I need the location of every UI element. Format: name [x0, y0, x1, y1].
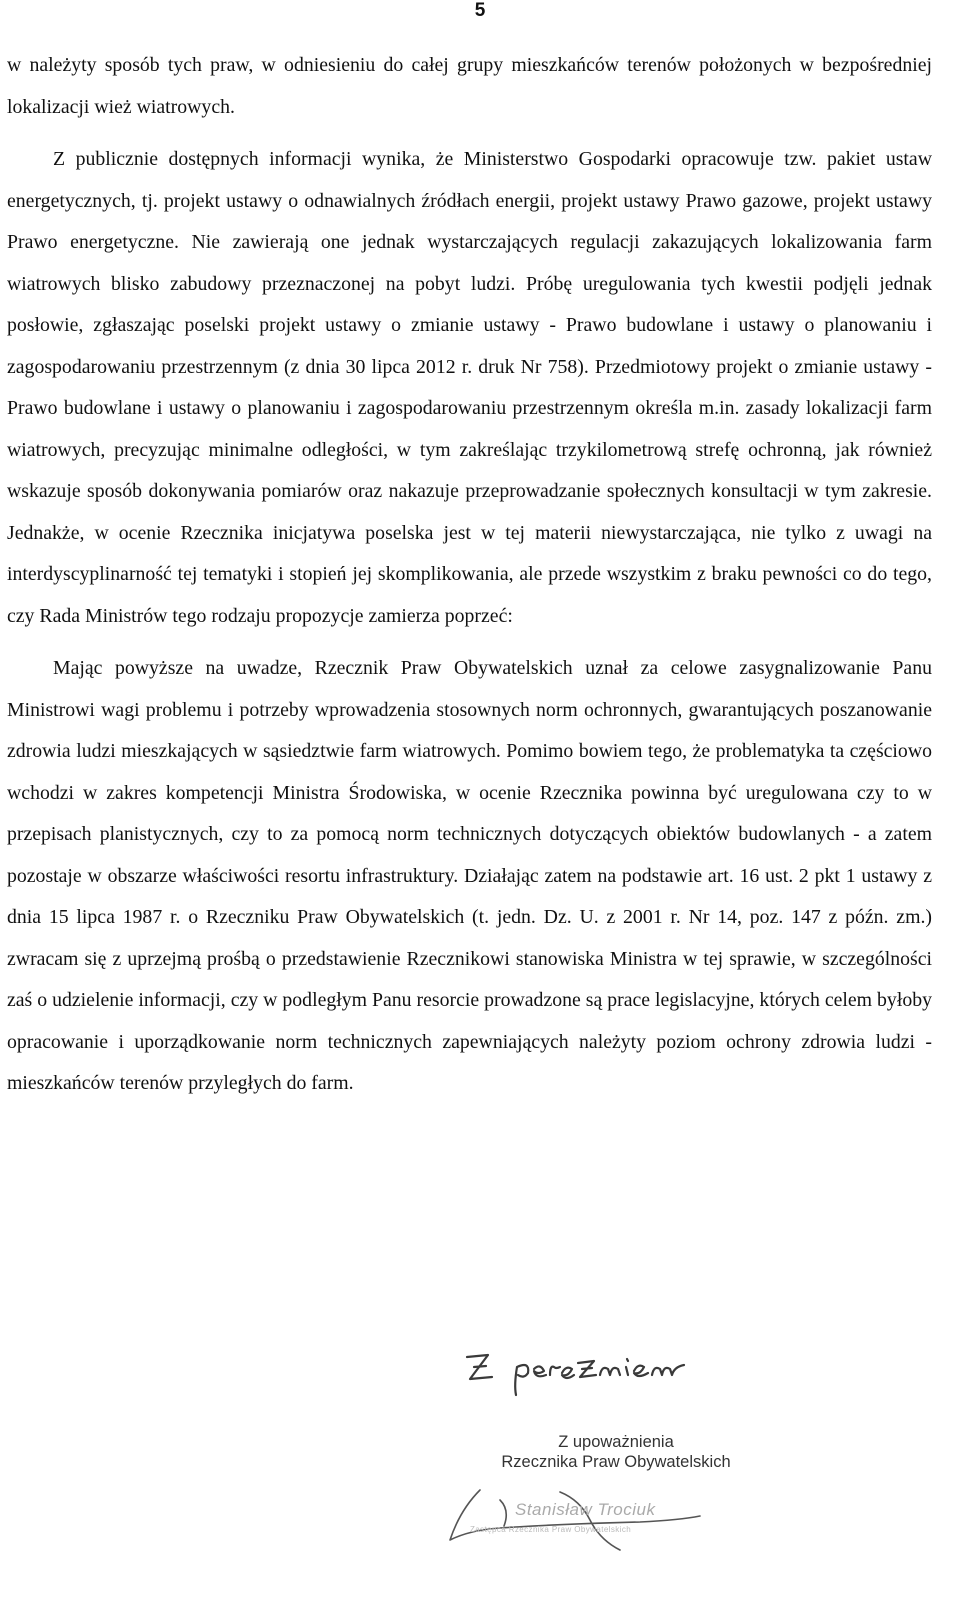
stamp-signatory-name: Stanisław Trociuk	[515, 1500, 656, 1519]
stamp-line-authorization: Z upoważnienia	[558, 1433, 674, 1451]
paragraph-continuation: w należyty sposób tych praw, w odniesieniu do całej grupy mieszkańców terenów położonych w bezpośredniej lokalizacji wież wiatrowych.	[7, 54, 932, 118]
authorization-stamp	[466, 1432, 766, 1472]
paragraph-ministry-info: Z publicznie dostępnych informacji wynika, że Ministerstwo Gospodarki opracowuje tzw. pakiet ustaw energetycznych, tj. projekt ustawy o odnawialnych źródłach energii, projekt ustawy Prawo gazowe, projekt ustawy Prawo energetyczne. Nie zawierają one jednak wystarczających regulacji zakazujących lokalizowania farm wiatrowych blisko zabudowy przeznaczonej na pobyt ludzi. Próbę uregulowania tych kwestii podjęli jednak posłowie, zgłaszając poselski projekt ustawy o zmianie ustawy - Prawo budowlane i ustawy o planowaniu i zagospodarowaniu przestrzennym (z dnia 30 lipca 2012 r. druk Nr 758). Przedmiotowy projekt o zmianie ustawy - Prawo budowlane i ustawy o planowaniu i zagospodarowaniu przestrzennym określa m.in. zasady lokalizacji farm wiatrowych, precyzując minimalne odległości, w tym zakreślając trzykilometrową strefę ochronną, jak również wskazuje sposób dokonywania pomiarów oraz nakazuje przeprowadzanie społecznych konsultacji w tym zakresie. Jednakże, w ocenie Rzecznika inicjatywa poselska jest w tej materii niewystarczająca, nie tylko z uwagi na interdyscyplinarność tej tematyki i stopień jej skomplikowania, ale przede wszystkim z braku pewności co do tego, czy Rada Ministrów tego rodzaju propozycje zamierza poprzeć:	[7, 148, 932, 627]
handwritten-closing-drawing	[462, 1345, 732, 1405]
handwritten-closing	[462, 1345, 762, 1405]
page-number: 5	[474, 0, 486, 21]
letter-body	[7, 45, 932, 1105]
stamp-signatory-title: Zastępca Rzecznika Praw Obywatelskich	[470, 1525, 632, 1534]
paragraph-request: Mając powyższe na uwadze, Rzecznik Praw Obywatelskich uznał za celowe zasygnalizowanie Panu Ministrowi wagi problemu i potrzeby wprowadzenia stosownych norm ochronnych, gwarantujących poszanowanie zdrowia ludzi mieszkających w sąsiedztwie farm wiatrowych. Pomimo bowiem tego, że problematyka ta częściowo wchodzi w zakres kompetencji Ministra Środowiska, w ocenie Rzecznika powinna być uregulowana czy to w przepisach planistycznych, czy to za pomocą norm technicznych dotyczących obiektów budowlanych - a zatem pozostaje w obszarze właściwości resortu infrastruktury. Działając zatem na podstawie art. 16 ust. 2 pkt 1 ustawy z dnia 15 lipca 1987 r. o Rzeczniku Praw Obywatelskich (t. jedn. Dz. U. z 2001 r. Nr 14, poz. 147 z późn. zm.) zwracam się z uprzejmą prośbą o przedstawienie Rzecznikowi stanowiska Ministra w tej sprawie, w szczególności zaś o udzielenie informacji, czy w podległym Panu resorcie prowadzone są prace legislacyjne, których celem byłoby opracowanie i uporządkowanie norm technicznych zapewniających należyty poziom ochrony zdrowia ludzi - mieszkańców terenów przyległych do farm.	[7, 657, 932, 1094]
stamp-line-office: Rzecznika Praw Obywatelskich	[501, 1453, 731, 1471]
